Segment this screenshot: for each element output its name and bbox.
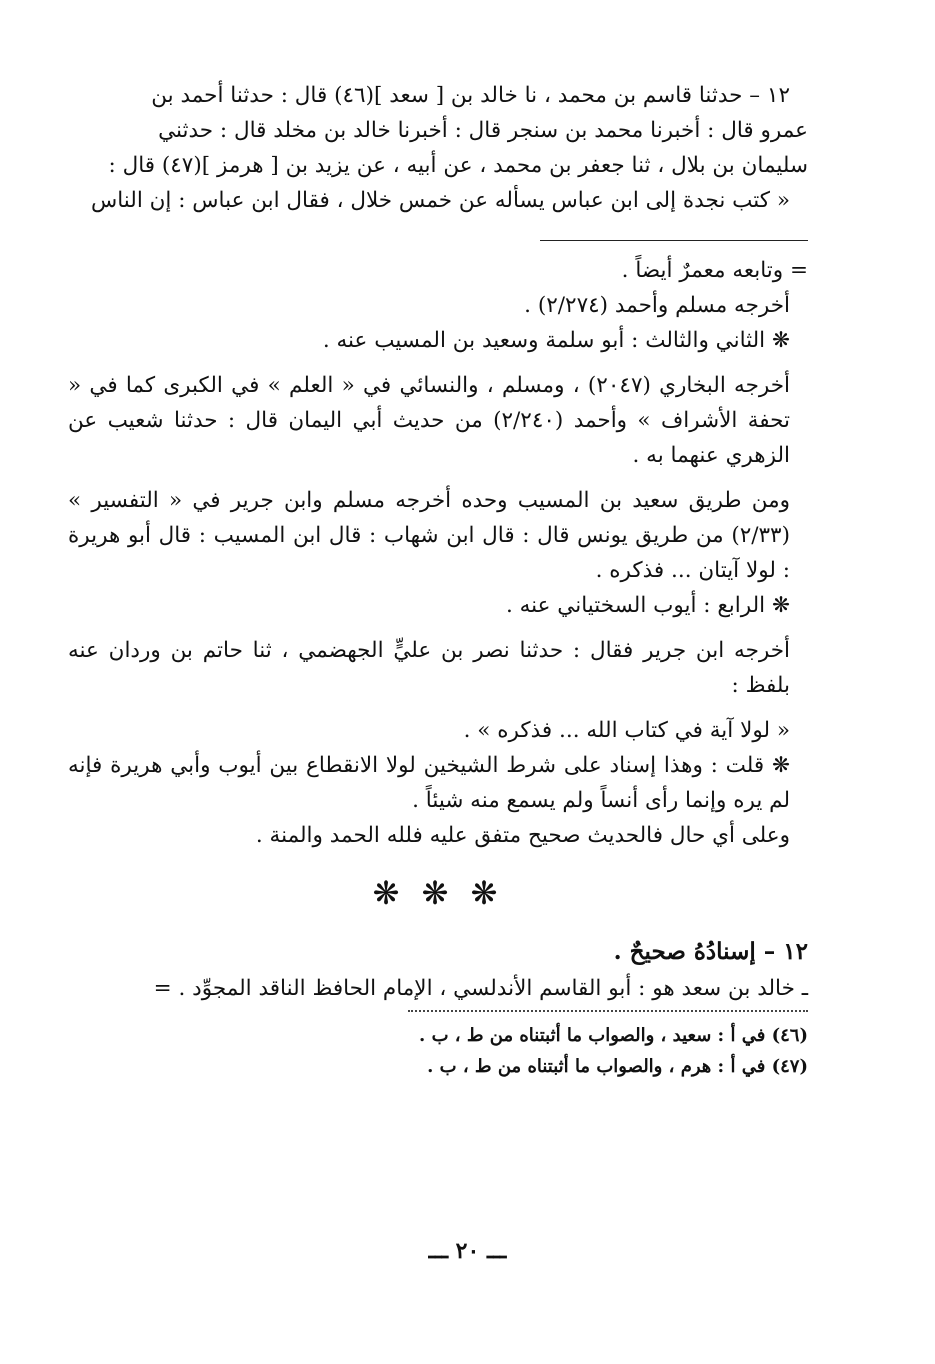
separator-rule	[540, 240, 808, 241]
page-body	[68, 78, 808, 1082]
isnad-section	[68, 933, 808, 1006]
footnotes	[68, 1020, 808, 1082]
commentary-p5: ومن طريق سعيد بن المسيب وحده أخرجه مسلم وابن جرير في « التفسير » (٢/٣٣) من طريق يونس قال : قال ابن شهاب : قال ابن المسيب : قال أبو هريرة : لولا آيتان ... فذكره .	[68, 488, 790, 583]
hadith-text	[68, 78, 808, 218]
commentary-p7: أخرجه ابن جرير فقال : حدثنا نصر بن عليٍّ الجهضمي ، ثنا حاتم بن وردان عنه بلفظ :	[68, 638, 790, 698]
hadith-line-3: سليمان بن بلال ، ثنا جعفر بن محمد ، عن أبيه ، عن يزيد بن [ هرمز ](٤٧) قال :	[108, 153, 808, 178]
commentary-p9: ❋ قلت : وهذا إسناد على شرط الشيخين لولا الانقطاع بين أيوب وأبي هريرة فإنه لم يره وإنما رأى أنساً ولم يسمع منه شيئاً .	[68, 753, 790, 813]
section-line: ـ خالد بن سعد هو : أبو القاسم الأندلسي ، الإمام الحافظ الناقد المجوِّد . =	[153, 976, 808, 1001]
footnote-46: (٤٦) في أ : سعيد ، والصواب ما أثبتناه من ط ، ب .	[419, 1025, 808, 1046]
hadith-line-2: عمرو قال : أخبرنا محمد بن سنجر قال : أخبرنا خالد بن مخلد قال : حدثني	[158, 118, 808, 143]
section-heading: ١٢ – إسنادُهُ صحيحٌ .	[613, 938, 808, 965]
footnote-47: (٤٧) في أ : هرم ، والصواب ما أثبتناه من ط ، ب .	[427, 1056, 808, 1077]
hadith-line-1: ١٢ – حدثنا قاسم بن محمد ، نا خالد بن [ سعد ](٤٦) قال : حدثنا أحمد بن	[151, 83, 790, 108]
hadith-line-4: « كتب نجدة إلى ابن عباس يسأله عن خمس خلال ، فقال ابن عباس : إن الناس	[90, 188, 790, 213]
footnote-divider	[408, 1010, 808, 1012]
section-separator-stars: ❋ ❋ ❋	[372, 874, 504, 912]
commentary-p8: « لولا آية في كتاب الله ... فذكره » .	[463, 718, 790, 743]
commentary-p3: ❋ الثاني والثالث : أبو سلمة وسعيد بن المسيب عنه .	[322, 328, 790, 353]
commentary-p1: = وتابعه معمرٌ أيضاً .	[621, 258, 808, 283]
commentary-p6: ❋ الرابع : أيوب السختياني عنه .	[505, 593, 790, 618]
page-number: ـــ ٢٠ ـــ	[428, 1238, 507, 1264]
commentary-p2: أخرجه مسلم وأحمد (٢/٢٧٤) .	[524, 293, 790, 318]
commentary-p4: أخرجه البخاري (٢٠٤٧) ، ومسلم ، والنسائي في « العلم » في الكبرى كما في « تحفة الأشراف » وأحمد (٢/٢٤٠) من حديث أبي اليمان قال : حدثنا شعيب عن الزهري عنهما به .	[68, 373, 790, 468]
commentary	[68, 253, 808, 853]
commentary-p10: وعلى أي حال فالحديث صحيح متفق عليه فلله الحمد والمنة .	[255, 823, 790, 848]
